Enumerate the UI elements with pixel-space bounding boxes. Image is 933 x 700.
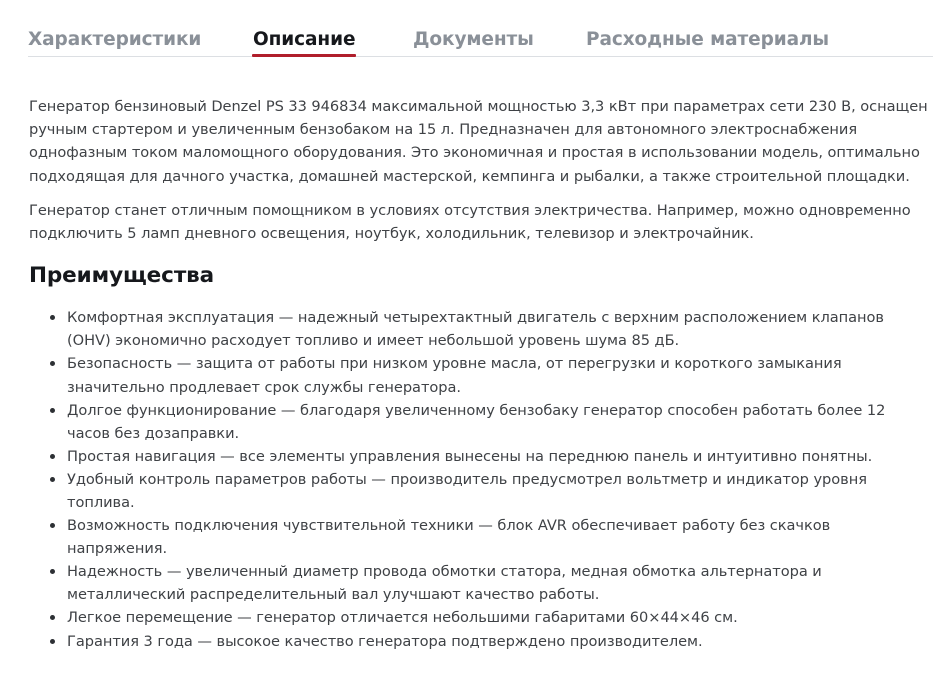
description-paragraph: Генератор бензиновый Denzel PS 33 946834 максимальной мощностью 3,3 кВт при параметрах сети 230 В, оснащен ручным стартером и увеличенным бензобаком на 15 л. Предназначен для автономного электроснабжения однофазным током маломощного оборудования. Это экономичная и простая в использовании модель, оптимально подходящая для дачного участка, домашней мастерской, кемпинга и рыбалки, а также строительной площадки. [29, 98, 928, 185]
advantages-list [29, 306, 929, 652]
list-item: Безопасность — защита от работы при низком уровне масла, от перегрузки и короткого замыкания значительно продлевает срок службы генератора. [67, 352, 929, 398]
tab-consumables[interactable] [586, 29, 829, 51]
description-content [29, 95, 929, 653]
list-item: Легкое перемещение — генератор отличается небольшими габаритами 60×44×46 см. [67, 606, 929, 629]
bullet-icon [50, 639, 55, 644]
list-item: Удобный контроль параметров работы — производитель предусмотрел вольтметр и индикатор уровня топлива. [67, 468, 929, 514]
tab-description[interactable] [253, 29, 355, 51]
tab-label: Расходные материалы [586, 29, 830, 50]
product-tabs [28, 0, 933, 57]
tab-documents[interactable] [413, 29, 534, 51]
list-item: Гарантия 3 года — высокое качество генератора подтверждено производителем. [67, 630, 929, 653]
tab-characteristics[interactable] [28, 29, 201, 51]
bullet-icon [50, 615, 55, 620]
list-item: Надежность — увеличенный диаметр провода обмотки статора, медная обмотка альтернатора и металлический распределительный вал улучшают качество работы. [67, 560, 929, 606]
advantages-title: Преимущества [29, 263, 215, 289]
bullet-icon [50, 477, 55, 482]
bullet-icon [50, 315, 55, 320]
bullet-icon [50, 408, 55, 413]
tab-label: Документы [413, 29, 534, 50]
tab-label: Описание [253, 29, 356, 50]
description-paragraph: Генератор станет отличным помощником в условиях отсутствия электричества. Например, можно одновременно подключить 5 ламп дневного освещения, ноутбук, холодильник, телевизор и электрочайник. [29, 201, 911, 243]
list-item: Комфортная эксплуатация — надежный четырехтактный двигатель с верхним расположением клапанов (OHV) экономично расходует топливо и имеет небольшой уровень шума 85 дБ. [67, 306, 929, 352]
list-item: Долгое функционирование — благодаря увеличенному бензобаку генератор способен работать более 12 часов без дозаправки. [67, 399, 929, 445]
list-item: Возможность подключения чувствительной техники — блок AVR обеспечивает работу без скачков напряжения. [67, 514, 929, 560]
bullet-icon [50, 569, 55, 574]
active-tab-indicator [252, 54, 356, 57]
bullet-icon [50, 523, 55, 528]
tab-label: Характеристики [28, 29, 202, 50]
list-item: Простая навигация — все элементы управления вынесены на переднюю панель и интуитивно понятны. [67, 445, 929, 468]
bullet-icon [50, 454, 55, 459]
bullet-icon [50, 361, 55, 366]
